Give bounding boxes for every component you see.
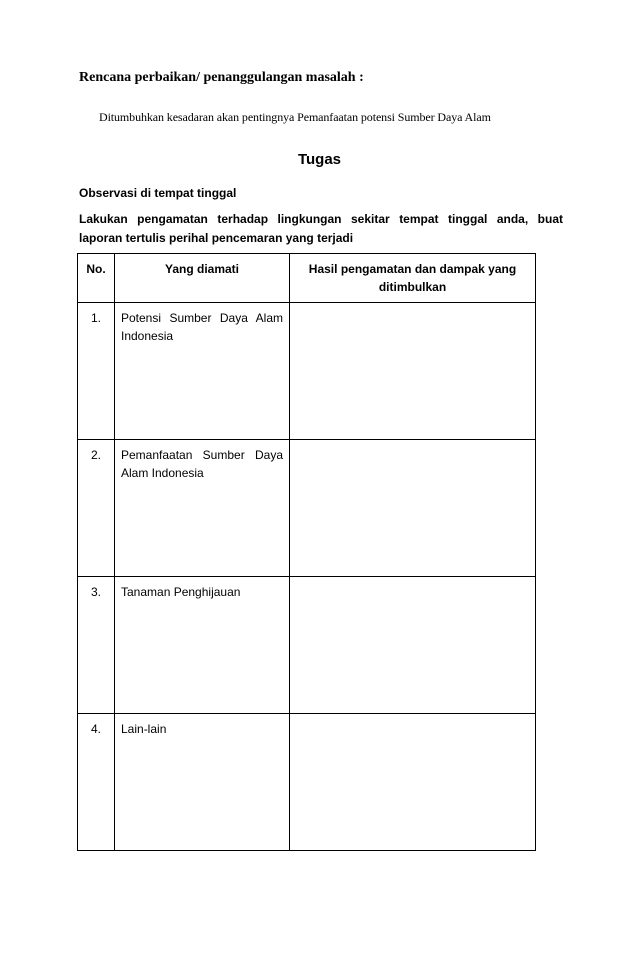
row-result-cell[interactable] bbox=[290, 577, 536, 714]
plan-text: Ditumbuhkan kesadaran akan pentingnya Pemanfaatan potensi Sumber Daya Alam bbox=[99, 110, 491, 124]
observation-table bbox=[77, 253, 536, 851]
row-observed bbox=[115, 577, 290, 714]
row-number: 3. bbox=[78, 577, 115, 714]
row-observed-line-1: Lain-lain bbox=[121, 722, 167, 736]
table-row bbox=[78, 303, 536, 440]
section-heading: Rencana perbaikan/ penanggulangan masalah : bbox=[79, 70, 364, 85]
header-observed: Yang diamati bbox=[115, 254, 290, 303]
table-header-row bbox=[78, 254, 536, 303]
table-row bbox=[78, 440, 536, 577]
row-number: 1. bbox=[78, 303, 115, 440]
table-row bbox=[78, 577, 536, 714]
row-observed bbox=[115, 714, 290, 851]
row-result-cell[interactable] bbox=[290, 440, 536, 577]
row-observed-line-1: Pemanfaatan Sumber Daya bbox=[121, 448, 283, 462]
row-observed-line-2: Indonesia bbox=[121, 329, 174, 343]
row-observed bbox=[115, 303, 290, 440]
table-row bbox=[78, 714, 536, 851]
task-title: Tugas bbox=[297, 151, 342, 168]
row-number: 4. bbox=[78, 714, 115, 851]
row-observed bbox=[115, 440, 290, 577]
row-result-cell[interactable] bbox=[290, 303, 536, 440]
instruction-line-1: Lakukan pengamatan terhadap lingkungan sekitar tempat tinggal anda, buat bbox=[79, 212, 563, 226]
row-result-cell[interactable] bbox=[290, 714, 536, 851]
header-no: No. bbox=[78, 254, 115, 303]
row-observed-line-2: Alam Indonesia bbox=[121, 466, 204, 480]
task-subheading: Observasi di tempat tinggal bbox=[79, 186, 237, 200]
task-instruction bbox=[79, 210, 563, 248]
row-observed-line-1: Potensi Sumber Daya Alam bbox=[121, 311, 283, 325]
header-result bbox=[290, 254, 536, 303]
instruction-line-2: laporan tertulis perihal pencemaran yang terjadi bbox=[79, 231, 354, 245]
row-number: 2. bbox=[78, 440, 115, 577]
header-result-line-2: ditimbulkan bbox=[378, 280, 447, 294]
header-result-line-1: Hasil pengamatan dan dampak yang bbox=[308, 262, 517, 276]
row-observed-line-1: Tanaman Penghijauan bbox=[121, 585, 241, 599]
